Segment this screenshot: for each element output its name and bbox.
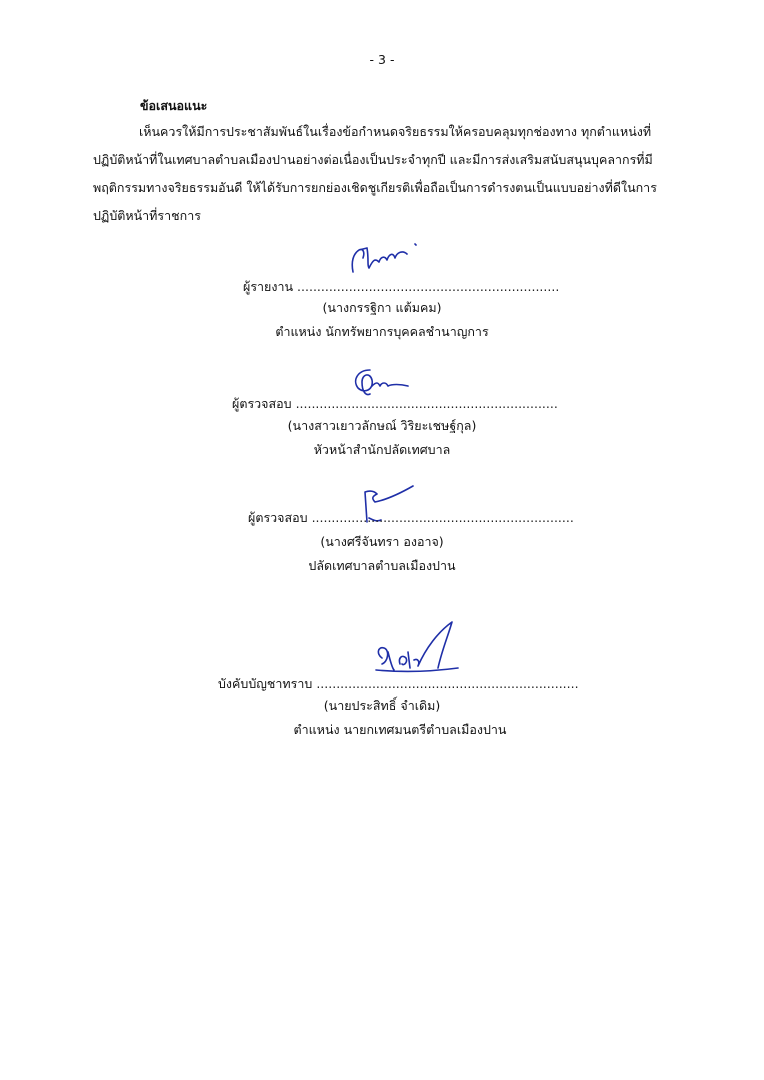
page-number: - 3 - <box>369 52 395 67</box>
role-label: บังคับบัญชาทราบ <box>218 676 313 691</box>
section-heading: ข้อเสนอแนะ <box>140 98 208 113</box>
signer-name: (นางศรีจันทรา องอาจ) <box>320 534 444 549</box>
signer-name: (นางกรรฐิกา แต้มคม) <box>322 300 442 315</box>
role-label: ผู้ตรวจสอบ <box>232 396 292 411</box>
handwritten-signature <box>348 364 414 400</box>
signer-role <box>248 510 574 526</box>
signer-role <box>232 396 558 412</box>
signer-position: ตำแหน่ง นายกเทศมนตรีตำบลเมืองปาน <box>293 722 507 737</box>
signer-name: (นายประสิทธิ์ จำเดิม) <box>323 698 441 713</box>
signature-line: .................................................................. <box>311 510 574 525</box>
role-label: ผู้ตรวจสอบ <box>248 510 308 525</box>
signer-name: (นางสาวเยาวลักษณ์ วิริยะเชษฐ์กุล) <box>287 418 477 433</box>
paragraph-line: เห็นควรให้มีการประชาสัมพันธ์ในเรื่องข้อกำหนดจริยธรรมให้ครอบคลุมทุกช่องทาง ทุกตำแหน่งที่ <box>139 124 652 139</box>
handwritten-signature <box>368 618 464 680</box>
role-label: ผู้รายงาน <box>243 279 294 294</box>
signature-line: .................................................................. <box>295 396 558 411</box>
signer-position: หัวหน้าสำนักปลัดเทศบาล <box>313 442 451 457</box>
signer-position: ตำแหน่ง นักทรัพยากรบุคคลชำนาญการ <box>275 324 489 339</box>
paragraph-line: พฤติกรรมทางจริยธรรมอันดี ให้ได้รับการยกย่องเชิดชูเกียรติเพื่อถือเป็นการดำรงตนเป็นแบบอย่างที่ดีในการ <box>93 180 657 195</box>
paragraph-line: ปฏิบัติหน้าที่ในเทศบาลตำบลเมืองปานอย่างต่อเนื่องเป็นประจำทุกปี และมีการส่งเสริมสนับสนุนบุคลากรที่มี <box>93 152 653 167</box>
signer-role <box>243 279 559 295</box>
signature-line: .................................................................. <box>316 676 579 691</box>
signature-line: .................................................................. <box>297 279 560 294</box>
signer-position: ปลัดเทศบาลตำบลเมืองปาน <box>308 558 456 573</box>
handwritten-signature <box>345 240 425 276</box>
paragraph-line: ปฏิบัติหน้าที่ราชการ <box>93 208 201 223</box>
signer-role <box>218 676 579 692</box>
